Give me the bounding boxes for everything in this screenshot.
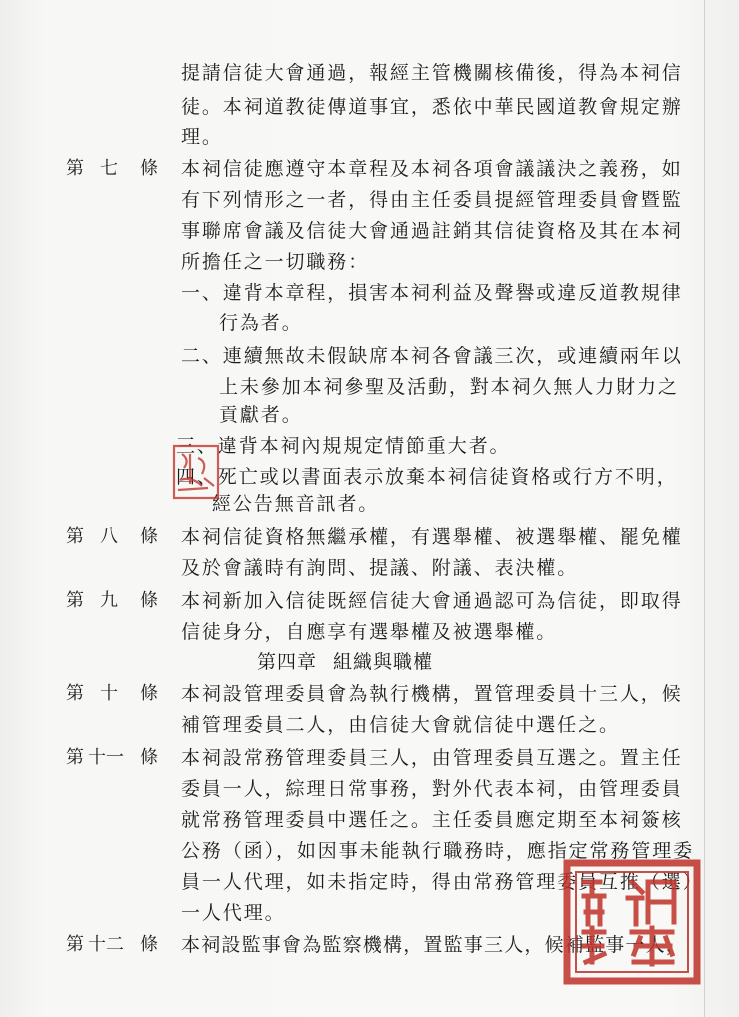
article-9-label-num: 九 [100,590,118,611]
article-10-line-2: 補管理委員二人，由信徒大會就信徒中選任之。 [181,714,620,736]
article-12-label-num: 十二 [88,934,124,955]
article-11-line-2: 委員一人，綜理日常事務，對外代表本祠，由管理委員 [181,778,683,800]
article-7-line-3: 事聯席會議及信徒大會通過註銷其信徒資格及其在本祠 [181,220,683,242]
article-11-line-1: 本祠設常務管理委員三人，由管理委員互選之。置主任 [181,747,683,769]
article-7-label-num: 七 [100,158,118,179]
chapter-title: 組織與職權 [333,651,434,673]
article-8-label-tiao: 條 [140,526,158,547]
article-9-label-di: 第 [66,590,84,611]
article-7-line-1: 本祠信徒應遵守本章程及本祠各項會議議決之義務，如 [181,158,683,180]
article-11-line-4: 公務（函），如因事未能執行職務時，應指定常務管理委 [181,840,695,862]
partial-seal-icon [164,440,274,520]
chapter-heading [257,650,433,674]
article-11-label-num: 十一 [88,747,124,768]
article-7-item-2-cont-2: 貢獻者。 [219,404,303,426]
article-7-label-tiao: 條 [140,158,158,179]
article-9-line-2: 信徒身分，自應享有選舉權及被選舉權。 [181,621,558,643]
article-12-label-di: 第 [66,934,84,955]
article-8-label-num: 八 [100,526,118,547]
article-10-label-di: 第 [66,683,84,704]
article-9-label-tiao: 條 [140,590,158,611]
intro-line-1: 提請信徒大會通過，報經主管機關核備後，得為本祠信 [181,62,683,84]
article-10-line-1: 本祠設管理委員會為執行機構，置管理委員十三人，候 [181,683,683,705]
article-8-label-di: 第 [66,526,84,547]
article-9-line-1: 本祠新加入信徒既經信徒大會通過認可為信徒，即取得 [181,590,683,612]
article-11-line-5: 員一人代理，如未指定時，得由常務管理委員互推（選） [181,871,704,893]
article-12-label-tiao: 條 [140,934,158,955]
article-12-line-1: 本祠設監事會為監察機構，置監事三人，候補監事一人， [181,934,687,956]
article-7-item-1: 一、違背本章程，損害本祠利益及聲譽或違反道教規律 [181,282,683,304]
article-7-label-di: 第 [66,158,84,179]
article-7-item-4: 四、死亡或以書面表示放棄本祠信徒資格或行方不明， [176,466,678,488]
article-8-line-1: 本祠信徒資格無繼承權，有選舉權、被選舉權、罷免權 [181,526,683,548]
article-11-line-6: 一人代理。 [181,902,286,924]
article-11-label-tiao: 條 [140,747,158,768]
seal-stamp-icon [562,858,712,988]
article-7-item-2: 二、連續無故未假缺席本祠各會議三次，或連續兩年以 [181,345,683,367]
chapter-number: 第四章 [257,651,318,673]
article-11-line-3: 就常務管理委員中選任之。主任委員應定期至本祠簽核 [181,809,683,831]
article-11-label-di: 第 [66,747,84,768]
article-7-item-3: 三、違背本祠內規規定情節重大者。 [176,435,511,457]
article-10-label-tiao: 條 [140,683,158,704]
article-10-label-num: 十 [100,683,118,704]
intro-line-2: 徒。本祠道教徒傳道事宜，悉依中華民國道教會規定辦 [181,96,683,118]
intro-line-3: 理。 [181,126,223,148]
article-8-line-2: 及於會議時有詢問、提議、附議、表決權。 [181,557,579,579]
article-7-line-4: 所擔任之一切職務： [181,251,370,273]
article-7-item-1-cont: 行為者。 [219,312,303,334]
article-7-item-2-cont: 上未參加本祠參聖及活動，對本祠久無人力財力之 [219,376,679,398]
article-7-line-2: 有下列情形之一者，得由主任委員提經管理委員會暨監 [181,189,683,211]
article-7-item-4-cont: 經公告無音訊者。 [212,493,380,515]
